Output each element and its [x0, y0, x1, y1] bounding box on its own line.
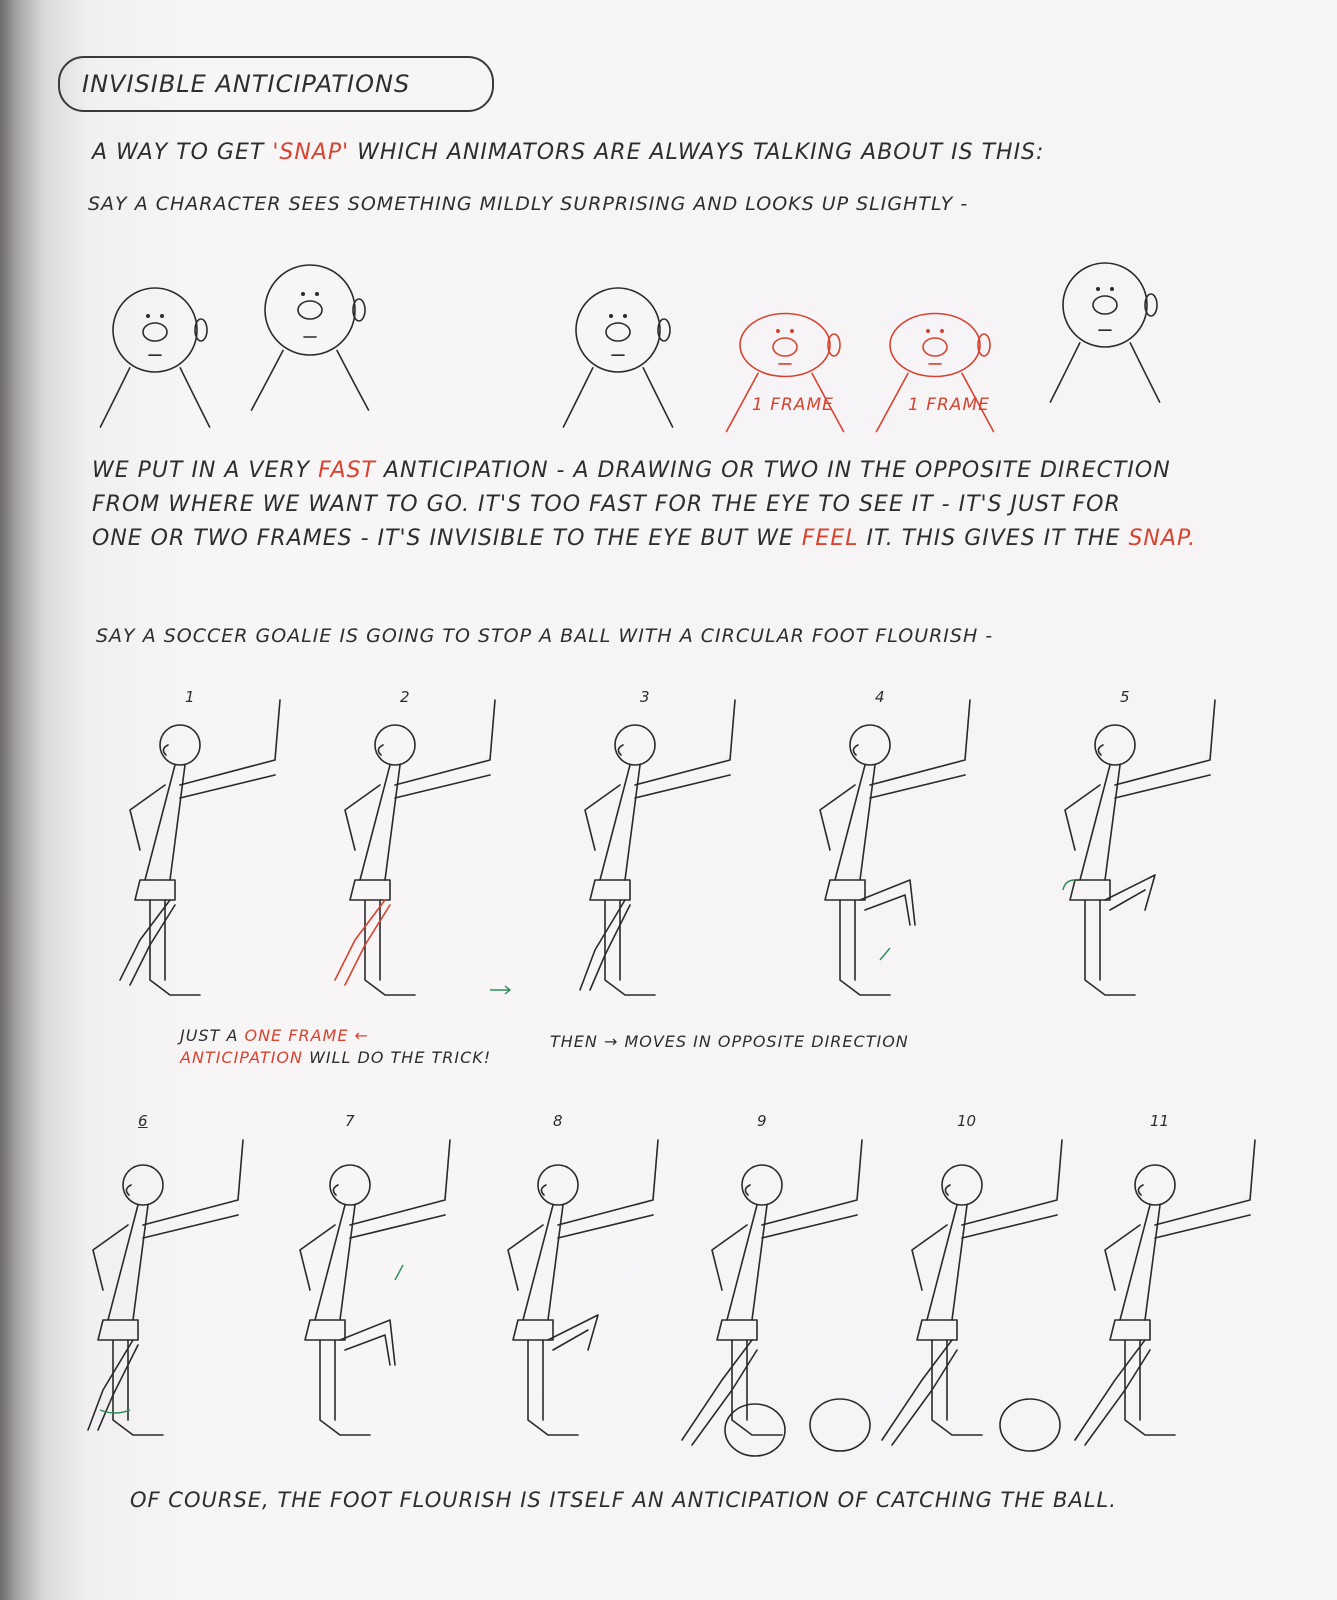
goalie-arm-out [635, 700, 735, 798]
head-outline [113, 288, 197, 372]
goalie-figure [335, 700, 495, 995]
goalie-moving-leg [882, 1340, 957, 1445]
goalie-body-back [315, 1205, 345, 1320]
red-emphasis-text: ONE FRAME ← [244, 1026, 369, 1045]
eye [1110, 287, 1114, 291]
goalie-body-back [835, 765, 865, 880]
goalie-moving-leg [860, 880, 915, 925]
goalie-arm-out [870, 700, 970, 798]
goalie-arm-out [762, 1140, 862, 1238]
eye [790, 329, 794, 333]
goalie-body-front [625, 765, 640, 880]
soccer-intro [96, 625, 993, 647]
eye [315, 292, 319, 296]
goalie-nose [333, 1185, 338, 1195]
goalie-figure [1065, 700, 1215, 995]
goalie-arm-back [508, 1225, 543, 1290]
goalie-head [330, 1165, 370, 1205]
goalie-nose [853, 745, 858, 755]
nose [1093, 296, 1117, 314]
text-segment: OF COURSE, THE FOOT FLOURISH IS ITSELF AN ANTICIPATION OF CATCHING THE BALL. [130, 1488, 1117, 1512]
goalie-nose [618, 745, 623, 755]
eye [609, 314, 613, 318]
eye [160, 314, 164, 318]
goalie-nose [541, 1185, 546, 1195]
goalie-body-back [523, 1205, 553, 1320]
goalie-head [1135, 1165, 1175, 1205]
text-segment: IT. THIS GIVES IT THE [858, 526, 1129, 551]
intro-line-1 [92, 140, 1044, 165]
goalie-body-front [860, 765, 875, 880]
red-emphasis-text: FAST [318, 458, 376, 483]
goalie-moving-leg [335, 900, 390, 985]
goalie-standing-leg [113, 1340, 163, 1435]
text-segment: JUST A [180, 1026, 245, 1045]
frame-number: 4 [875, 688, 885, 706]
goalie-shorts [1110, 1320, 1150, 1340]
red-emphasis-text: FEEL [801, 526, 859, 551]
frame-number: 8 [553, 1112, 563, 1130]
nose [923, 338, 947, 356]
frame-number: 7 [345, 1112, 355, 1130]
goalie-shorts [513, 1320, 553, 1340]
red-emphasis-text: ANTICIPATION [180, 1048, 303, 1067]
goalie-nose [945, 1185, 950, 1195]
goalie-body-back [727, 1205, 757, 1320]
goalie-arm-back [1065, 785, 1100, 850]
goalie-row-1 [0, 700, 1337, 1020]
goalie-figure [300, 1140, 450, 1435]
paragraph-line-2 [92, 492, 1121, 517]
text-segment: ONE OR TWO FRAMES - IT'S INVISIBLE TO THE EYE BUT WE [92, 526, 802, 551]
eye [301, 292, 305, 296]
goalie-body-front [952, 1205, 967, 1320]
goalie-arm-back [345, 785, 380, 850]
goalie-figure [120, 700, 280, 995]
eye [926, 329, 930, 333]
frame-number: 6 [138, 1112, 148, 1130]
eye [623, 314, 627, 318]
closing-line [130, 1488, 1117, 1512]
goalie-moving-leg [120, 900, 175, 985]
goalie-standing-leg [732, 1340, 782, 1435]
motion-arrow-icon [100, 1410, 130, 1413]
goalie-row-2 [0, 1140, 1337, 1460]
goalie-standing-leg [932, 1340, 982, 1435]
text-segment: SAY A SOCCER GOALIE IS GOING TO STOP A BALL WITH A CIRCULAR FOOT FLOURISH - [96, 625, 994, 647]
caption-left-2 [180, 1048, 491, 1067]
goalie-body-front [752, 1205, 767, 1320]
soccer-ball [725, 1404, 785, 1456]
title-box [58, 56, 494, 112]
goalie-body-back [600, 765, 630, 880]
goalie-moving-leg [682, 1340, 757, 1445]
shoulders [252, 351, 369, 411]
goalie-arm-out [350, 1140, 450, 1238]
goalie-head [538, 1165, 578, 1205]
eye [940, 329, 944, 333]
goalie-head [160, 725, 200, 765]
shoulders [100, 368, 209, 427]
goalie-shorts [305, 1320, 345, 1340]
paragraph-line-3 [92, 526, 1196, 551]
frame-label-1: 1 FRAME [752, 395, 834, 415]
goalie-body-back [1080, 765, 1110, 880]
text-segment: WHICH ANIMATORS ARE ALWAYS TALKING ABOUT IS THIS: [349, 140, 1045, 165]
goalie-arm-out [180, 700, 280, 798]
motion-arrow-icon [395, 1265, 403, 1280]
goalie-head [375, 725, 415, 765]
goalie-standing-leg [365, 900, 415, 995]
goalie-moving-leg [548, 1315, 598, 1350]
goalie-arm-out [395, 700, 495, 798]
goalie-body-front [548, 1205, 563, 1320]
goalie-figure [508, 1140, 658, 1435]
nose [143, 323, 167, 341]
character-head [563, 288, 672, 427]
nose [298, 301, 322, 319]
goalie-arm-back [93, 1225, 128, 1290]
goalie-shorts [917, 1320, 957, 1340]
frame-number: 11 [1150, 1112, 1170, 1130]
goalie-standing-leg [1125, 1340, 1175, 1435]
goalie-arm-out [558, 1140, 658, 1238]
page-title: INVISIBLE ANTICIPATIONS [82, 70, 411, 98]
frame-number: 1 [185, 688, 195, 706]
eye [146, 314, 150, 318]
goalie-body-back [927, 1205, 957, 1320]
goalie-shorts [135, 880, 175, 900]
soccer-ball [810, 1399, 870, 1451]
frame-number: 2 [400, 688, 410, 706]
text-segment: A WAY TO GET [92, 140, 273, 165]
character-head [252, 265, 369, 410]
goalie-shorts [98, 1320, 138, 1340]
goalie-standing-leg [528, 1340, 578, 1435]
goalie-arm-out [1115, 700, 1215, 798]
goalie-head [123, 1165, 163, 1205]
goalie-arm-back [585, 785, 620, 850]
goalie-body-front [385, 765, 400, 880]
frame-number: 5 [1120, 688, 1130, 706]
text-segment: FROM WHERE WE WANT TO GO. IT'S TOO FAST FOR THE EYE TO SEE IT - IT'S JUST FOR [92, 492, 1121, 517]
goalie-nose [378, 745, 383, 755]
goalie-shorts [590, 880, 630, 900]
paragraph-line-1 [92, 458, 1171, 483]
goalie-arm-out [143, 1140, 243, 1238]
goalie-standing-leg [605, 900, 655, 995]
head-outline [265, 265, 355, 355]
goalie-nose [745, 1185, 750, 1195]
text-segment: WILL DO THE TRICK! [302, 1048, 492, 1067]
goalie-shorts [825, 880, 865, 900]
text-segment: SAY A CHARACTER SEES SOMETHING MILDLY SURPRISING AND LOOKS UP SLIGHTLY - [88, 193, 969, 215]
goalie-shorts [717, 1320, 757, 1340]
goalie-arm-back [130, 785, 165, 850]
goalie-head [850, 725, 890, 765]
goalie-shorts [350, 880, 390, 900]
goalie-arm-back [300, 1225, 335, 1290]
goalie-body-back [108, 1205, 138, 1320]
goalie-arm-back [1105, 1225, 1140, 1290]
goalie-figure [820, 700, 970, 995]
nose [773, 338, 797, 356]
goalie-head [742, 1165, 782, 1205]
goalie-arm-back [820, 785, 855, 850]
goalie-body-front [133, 1205, 148, 1320]
frame-number: 9 [757, 1112, 767, 1130]
goalie-standing-leg [150, 900, 200, 995]
goalie-body-back [1120, 1205, 1150, 1320]
goalie-standing-leg [1085, 900, 1135, 995]
goalie-nose [163, 745, 168, 755]
text-segment: ANTICIPATION - A DRAWING OR TWO IN THE OPPOSITE DIRECTION [375, 458, 1171, 483]
goalie-body-back [145, 765, 175, 880]
goalie-head [1095, 725, 1135, 765]
goalie-body-back [360, 765, 390, 880]
goalie-moving-leg [340, 1320, 395, 1365]
head-outline [576, 288, 660, 372]
soccer-ball [1000, 1399, 1060, 1451]
goalie-standing-leg [840, 900, 890, 995]
goalie-nose [1138, 1185, 1143, 1195]
goalie-arm-out [1155, 1140, 1255, 1238]
head-outline [890, 314, 980, 377]
goalie-nose [126, 1185, 131, 1195]
goalie-head [942, 1165, 982, 1205]
goalie-shorts [1070, 880, 1110, 900]
character-head [1050, 263, 1159, 402]
motion-arrow-icon [880, 948, 890, 960]
character-head [100, 288, 209, 427]
goalie-standing-leg [320, 1340, 370, 1435]
shoulders [1050, 343, 1159, 402]
red-emphasis-text: 'SNAP' [272, 140, 350, 165]
frame-number: 3 [640, 688, 650, 706]
head-outline [1063, 263, 1147, 347]
head-outline [740, 314, 830, 377]
goalie-head [615, 725, 655, 765]
goalie-body-front [340, 1205, 355, 1320]
text-segment: THEN → MOVES IN OPPOSITE DIRECTION [550, 1032, 909, 1051]
frame-label-2: 1 FRAME [908, 395, 990, 415]
caption-left-1 [180, 1026, 369, 1045]
heads-drawings [0, 250, 1337, 430]
shoulders [563, 368, 672, 427]
goalie-moving-leg [1105, 875, 1155, 910]
goalie-arm-out [962, 1140, 1062, 1238]
intro-line-2 [88, 193, 968, 215]
goalie-figure [88, 1140, 243, 1435]
red-emphasis-text: SNAP. [1128, 526, 1197, 551]
text-segment: WE PUT IN A VERY [92, 458, 319, 483]
eye [1096, 287, 1100, 291]
goalie-body-front [1145, 1205, 1160, 1320]
caption-right [550, 1032, 909, 1051]
goalie-moving-leg [1075, 1340, 1150, 1445]
eye [776, 329, 780, 333]
goalie-arm-back [712, 1225, 747, 1290]
goalie-arm-back [912, 1225, 947, 1290]
motion-arrow-icon [490, 986, 510, 994]
nose [606, 323, 630, 341]
goalie-nose [1098, 745, 1103, 755]
goalie-body-front [1105, 765, 1120, 880]
frame-number: 10 [957, 1112, 977, 1130]
goalie-figure [1075, 1140, 1255, 1445]
goalie-body-front [170, 765, 185, 880]
goalie-figure [580, 700, 735, 995]
